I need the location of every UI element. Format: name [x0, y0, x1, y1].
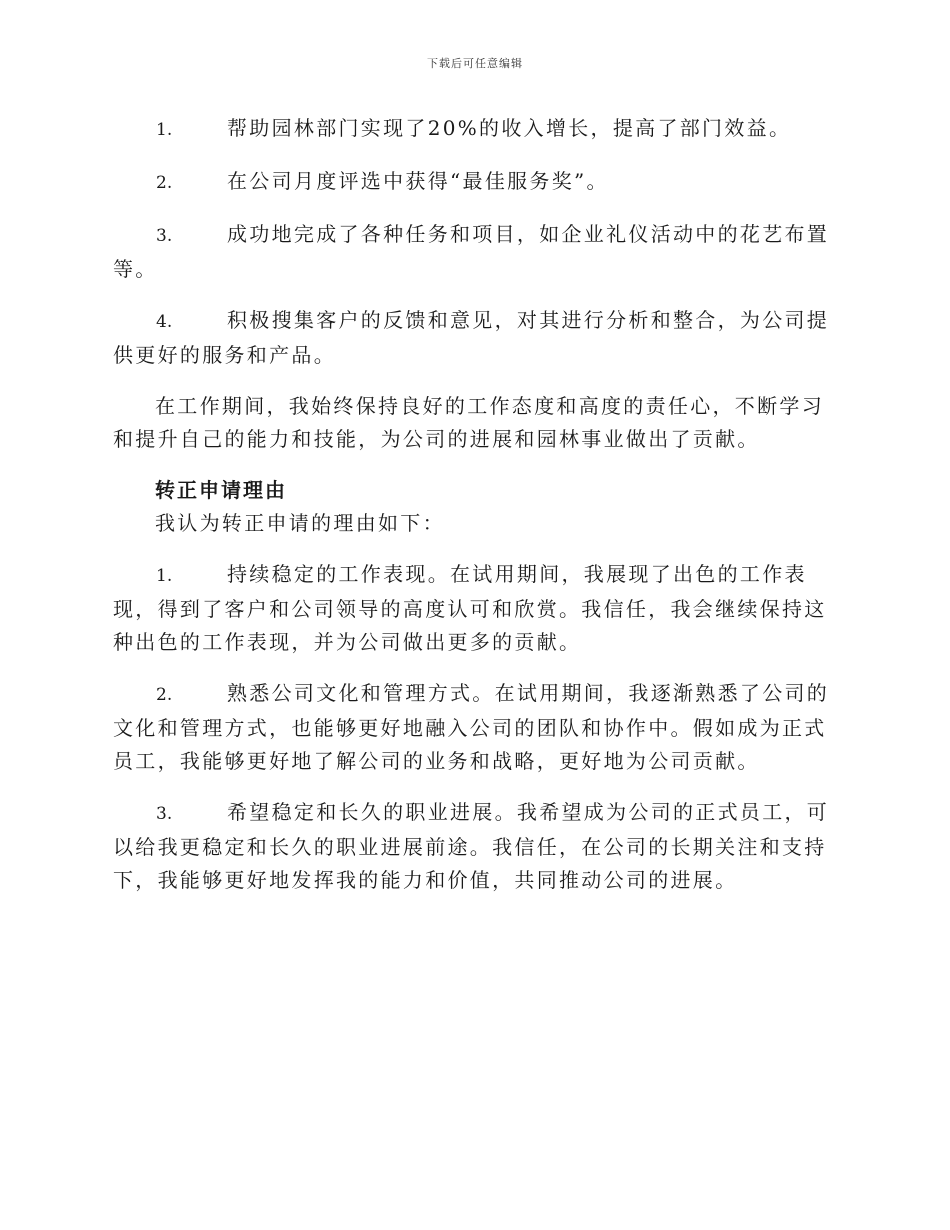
list-item [113, 165, 833, 200]
list-item [113, 558, 833, 659]
summary-paragraph: 在工作期间，我始终保持良好的工作态度和高度的责任心，不断学习和提升自己的能力和技能，为公司的进展和园林事业做出了贡献。 [113, 394, 824, 451]
intro-paragraph: 我认为转正申请的理由如下： [155, 511, 445, 535]
list-number: 1. [156, 566, 173, 586]
list-item [113, 304, 833, 372]
list-text: 积极搜集客户的反馈和意见，对其进行分析和整合，为公司提供更好的服务和产品。 [113, 308, 830, 367]
list-text: 在公司月度评选中获得“最佳服务奖”。 [227, 169, 609, 193]
list-number: 3. [156, 226, 173, 246]
list-item [113, 796, 833, 897]
list-number: 2. [156, 685, 173, 705]
list-number: 1. [156, 120, 173, 140]
list-item [113, 677, 833, 778]
list-text: 帮助园林部门实现了20%的收入增长，提高了部门效益。 [227, 116, 792, 140]
list-text: 熟悉公司文化和管理方式。在试用期间，我逐渐熟悉了公司的文化和管理方式，也能够更好地融入公司的团队和协作中。假如成为正式员工，我能够更好地了解公司的业务和战略，更好地为公司贡献。 [113, 681, 830, 773]
list-item [113, 112, 833, 147]
list-item [113, 218, 833, 286]
header-note: 下载后可任意编辑 [427, 57, 523, 70]
list-text: 希望稳定和长久的职业进展。我希望成为公司的正式员工，可以给我更稳定和长久的职业进展前途。我信任，在公司的长期关注和支持下，我能够更好地发挥我的能力和价值，共同推动公司的进展。 [113, 800, 830, 892]
list-text: 持续稳定的工作表现。在试用期间，我展现了出色的工作表现，得到了客户和公司领导的高度认可和欣赏。我信任，我会继续保持这种出色的工作表现，并为公司做出更多的贡献。 [113, 562, 827, 654]
list-number: 4. [156, 312, 173, 332]
list-number: 3. [156, 804, 173, 824]
list-number: 2. [156, 173, 173, 193]
section-heading: 转正申请理由 [155, 478, 287, 502]
list-text: 成功地完成了各种任务和项目，如企业礼仪活动中的花艺布置等。 [113, 222, 830, 281]
document-body [113, 112, 833, 915]
